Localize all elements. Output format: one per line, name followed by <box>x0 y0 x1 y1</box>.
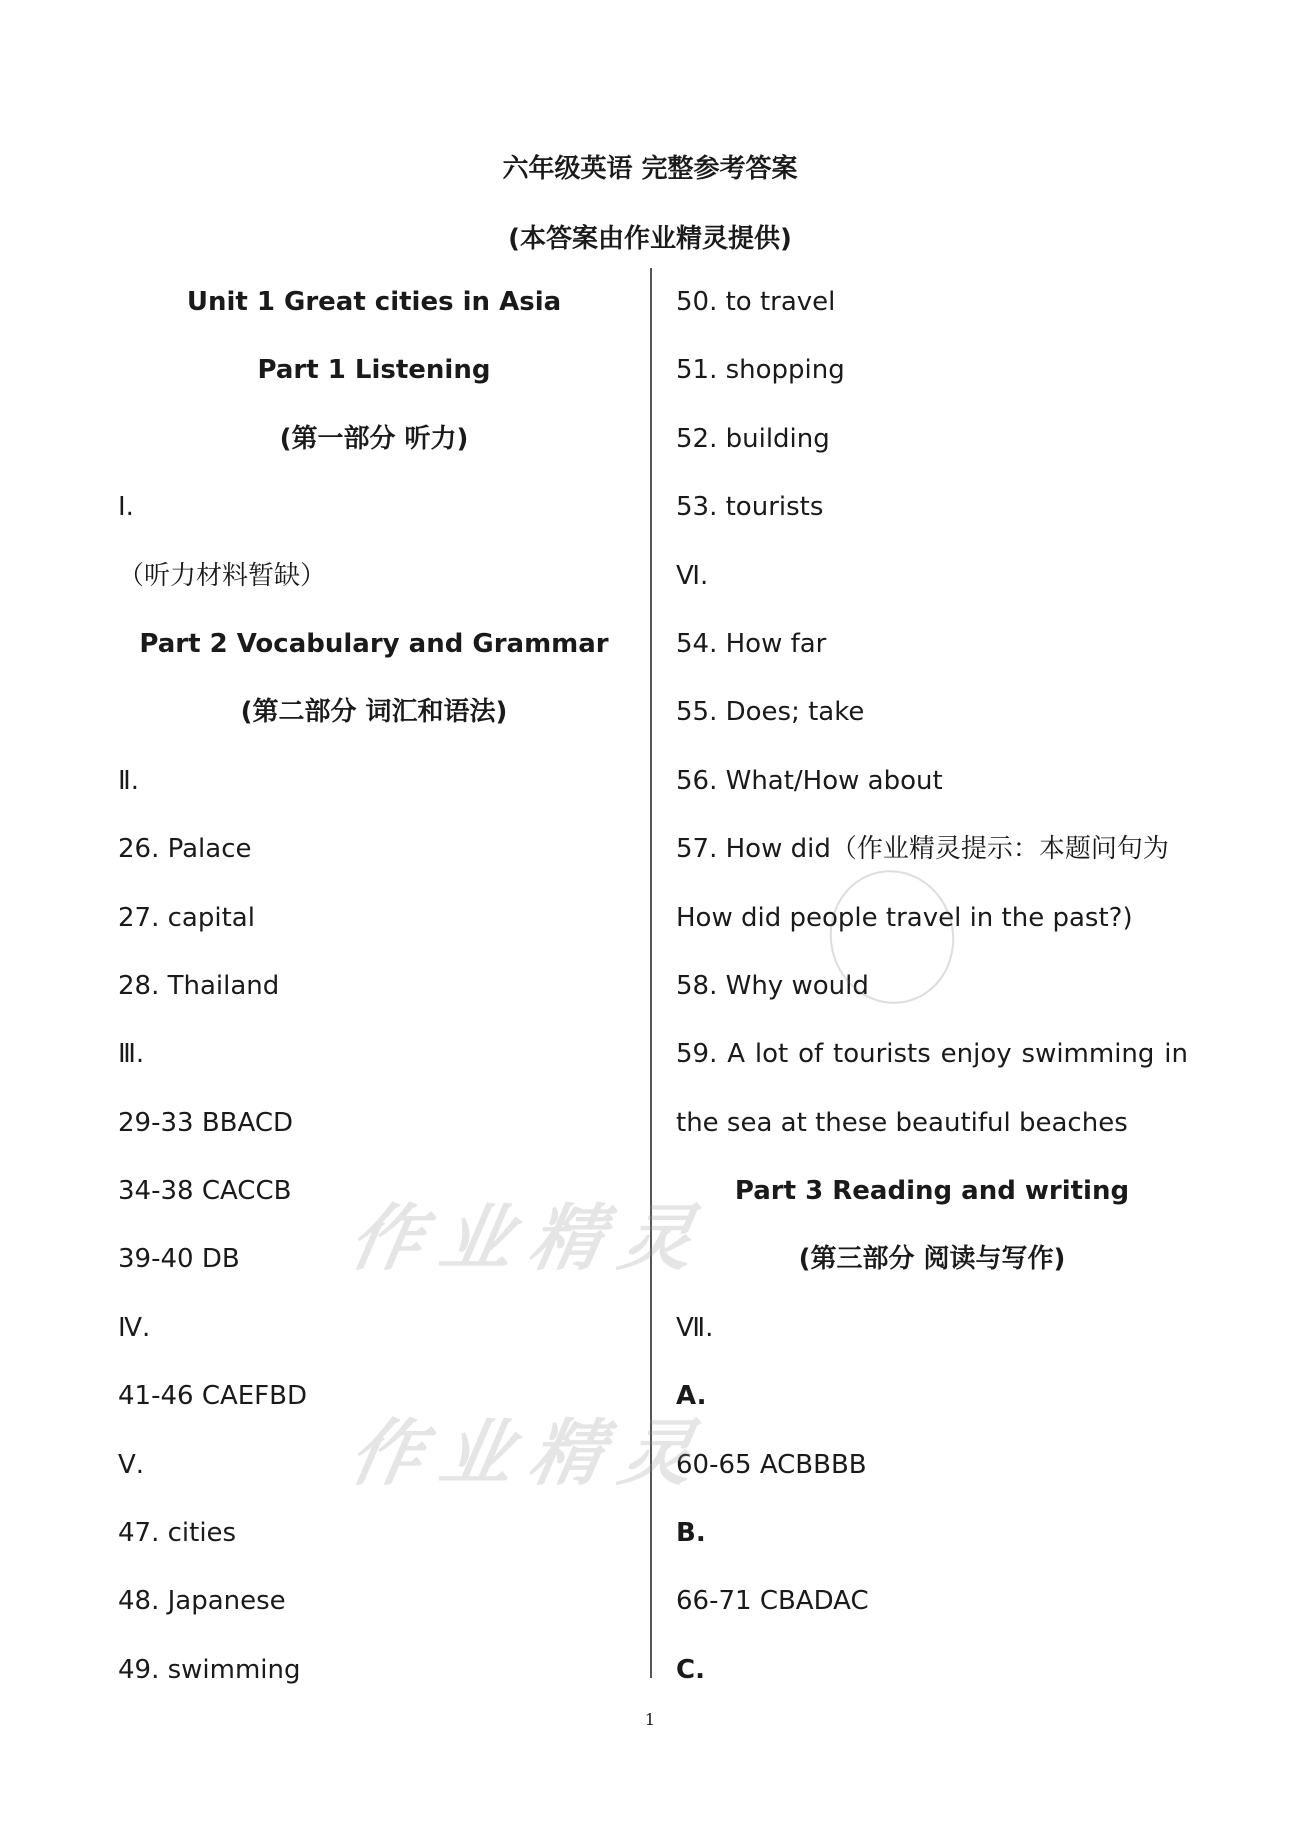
answer-line: How did people travel in the past?) <box>676 902 1133 933</box>
watermark: 作业精灵 <box>343 1196 719 1280</box>
answer-line: 27. capital <box>118 902 255 933</box>
answer-line: 34-38 CACCB <box>118 1176 292 1207</box>
answer-line: Ⅵ. <box>676 560 709 591</box>
section-heading: (第二部分 词汇和语法) <box>240 697 508 728</box>
answer-line: B. <box>676 1518 706 1549</box>
answer-line: 28. Thailand <box>118 970 280 1001</box>
answer-line: C. <box>676 1654 705 1685</box>
answer-line: 49. swimming <box>118 1654 301 1685</box>
answer-line: 29-33 BBACD <box>118 1107 293 1138</box>
answer-line: 39-40 DB <box>118 1244 240 1275</box>
section-heading: Part 1 Listening <box>257 355 491 386</box>
answer-line: 26. Palace <box>118 834 252 865</box>
answer-line: 41-46 CAEFBD <box>118 1381 307 1412</box>
answer-line: 55. Does; take <box>676 697 865 728</box>
answer-line: 48. Japanese <box>118 1586 286 1617</box>
answer-line: 58. Why would <box>676 970 869 1001</box>
page-title: 六年级英语 完整参考答案 <box>502 154 798 184</box>
answer-line: （听力材料暂缺） <box>118 560 327 591</box>
section-heading: (第一部分 听力) <box>279 423 469 454</box>
answer-line: 59. A lot of tourists enjoy swimming in <box>676 1039 1188 1070</box>
answer-line: 53. tourists <box>676 492 824 523</box>
answer-line: the sea at these beautiful beaches <box>676 1107 1128 1138</box>
answer-line: 50. to travel <box>676 287 836 317</box>
answer-line: Ⅱ. <box>118 765 140 796</box>
answer-line: 56. What/How about <box>676 765 943 796</box>
answer-line: 60-65 ACBBBB <box>676 1449 867 1480</box>
answer-line: Ⅰ. <box>118 492 134 523</box>
answer-line: Ⅲ. <box>118 1039 145 1070</box>
page-subtitle: (本答案由作业精灵提供) <box>508 224 792 254</box>
answer-line: 54. How far <box>676 628 827 659</box>
answer-line: 51. shopping <box>676 355 845 386</box>
page-number: 1 <box>644 1710 656 1729</box>
answer-line: 66-71 CBADAC <box>676 1586 869 1617</box>
answer-line: A. <box>676 1381 707 1412</box>
answer-line: Ⅶ. <box>676 1312 714 1343</box>
watermark: 作业精灵 <box>343 1411 719 1495</box>
section-heading: Part 2 Vocabulary and Grammar <box>139 628 609 659</box>
answer-line: Ⅳ. <box>118 1312 151 1343</box>
answer-line: 52. building <box>676 423 830 454</box>
answer-line: Ⅴ. <box>118 1449 145 1480</box>
section-heading: Unit 1 Great cities in Asia <box>186 287 562 317</box>
section-heading: (第三部分 阅读与写作) <box>798 1244 1066 1275</box>
answer-line: 47. cities <box>118 1518 237 1549</box>
answer-line: 57. How did（作业精灵提示：本题问句为 <box>676 834 1169 865</box>
section-heading: Part 3 Reading and writing <box>734 1176 1130 1207</box>
